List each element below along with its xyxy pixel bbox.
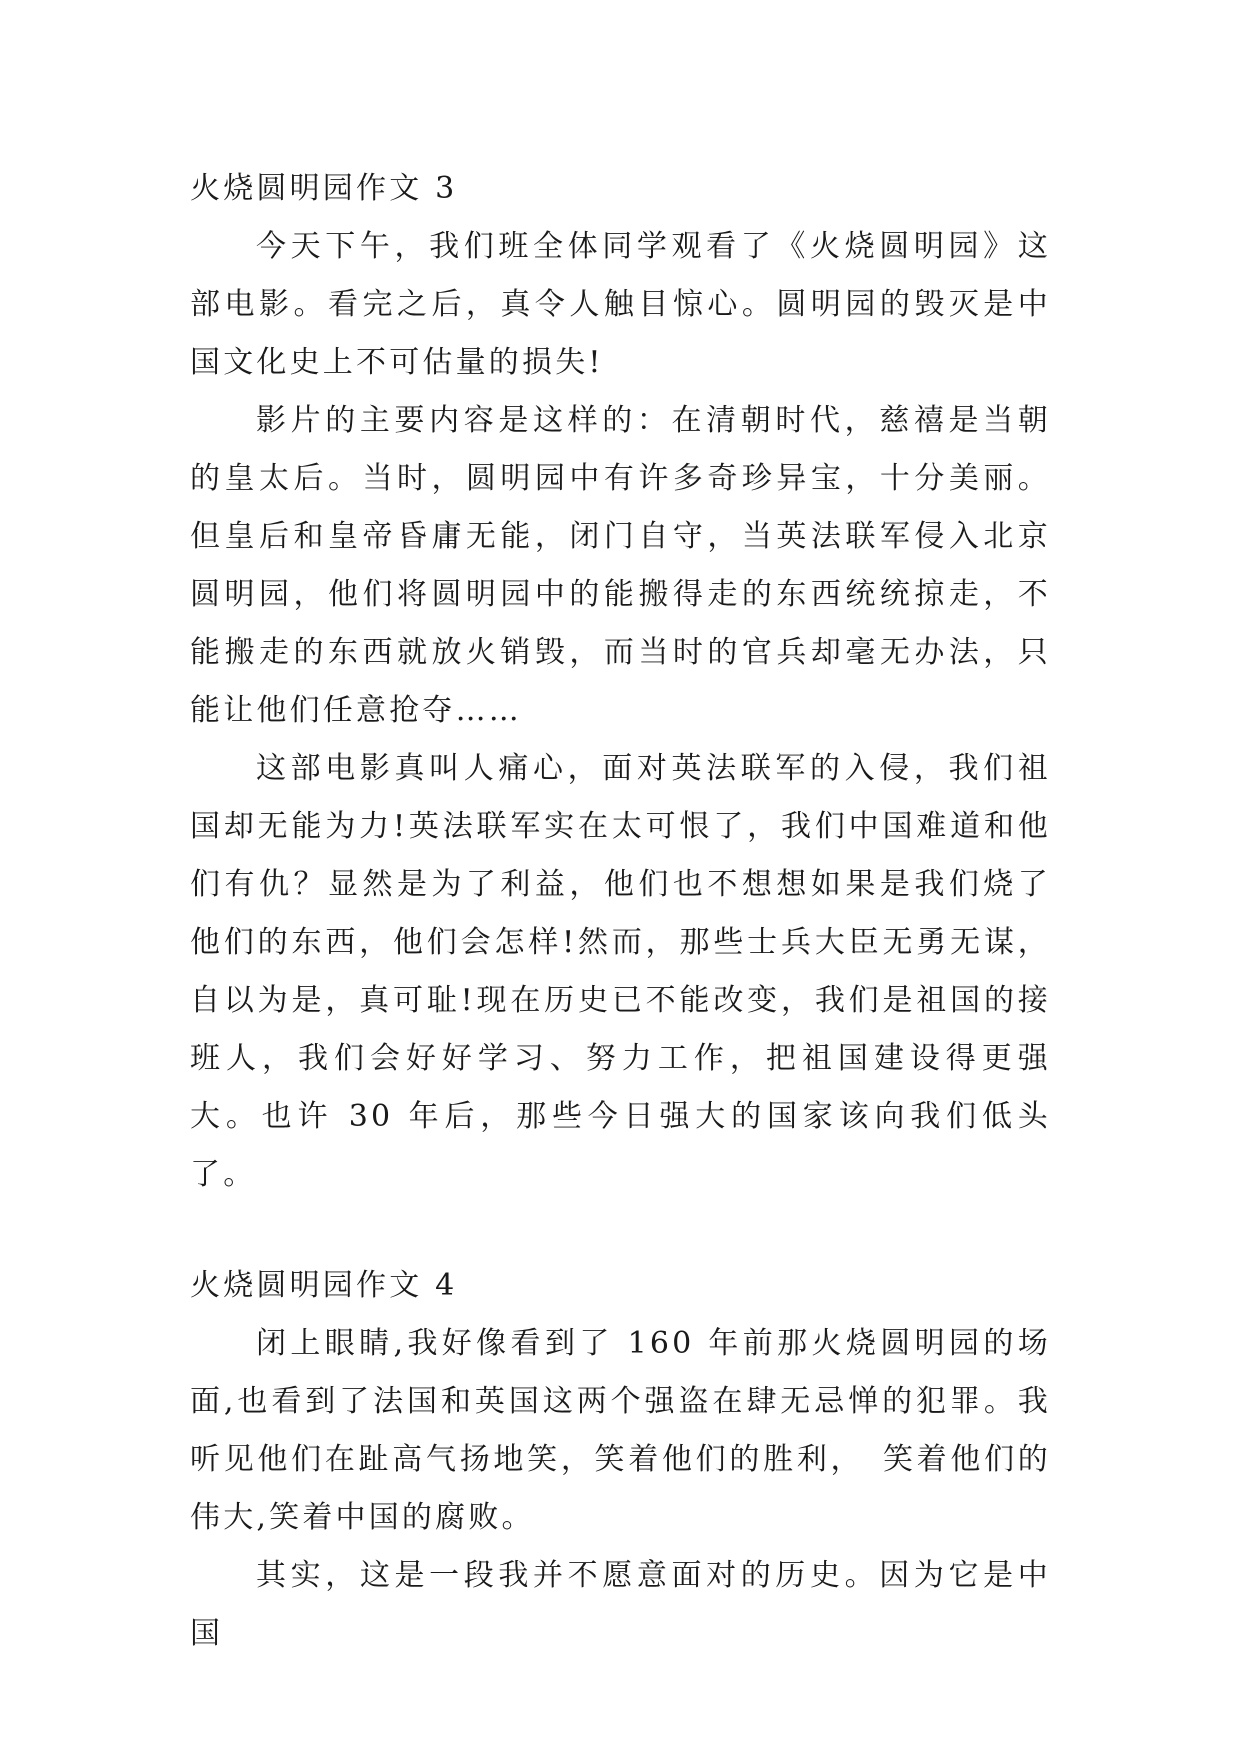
essay-title: 火烧圆明园作文 3 [190,171,458,206]
essay-paragraph: 这部电影真叫人痛心，面对英法联军的入侵，我们祖国却无能为力!英法联军实在太可恨了，我们中国难道和他们有仇？显然是为了利益，他们也不想想如果是我们烧了他们的东西，他们会怎样!然而，那些士兵大臣无勇无谋，自以为是，真可耻!现在历史已不能改变，我们是祖国的接班人，我们会好好学习、努力工作，把祖国建设得更强大。也许 30 年后，那些今日强大的国家该向我们低头了。 [190,751,1051,1192]
essay-paragraph: 今天下午，我们班全体同学观看了《火烧圆明园》这部电影。看完之后，真令人触目惊心。圆明园的毁灭是中国文化史上不可估量的损失! [190,229,1051,380]
essay-paragraph: 闭上眼睛,我好像看到了 160 年前那火烧圆明园的场面,也看到了法国和英国这两个强盗在肆无忌惮的犯罪。我听见他们在趾高气扬地笑，笑着他们的胜利， 笑着他们的伟大,笑着中国的腐败。 [190,1326,1051,1535]
essay-paragraph: 影片的主要内容是这样的：在清朝时代，慈禧是当朝的皇太后。当时，圆明园中有许多奇珍异宝，十分美丽。但皇后和皇帝昏庸无能，闭门自守，当英法联军侵入北京圆明园，他们将圆明园中的能搬得走的东西统统掠走，不能搬走的东西就放火销毁，而当时的官兵却毫无办法，只能让他们任意抢夺…… [190,403,1051,728]
document-body [190,160,1051,1663]
essay-paragraph: 其实，这是一段我并不愿意面对的历史。因为它是中国 [190,1558,1051,1651]
essay-section-3 [190,160,1051,1204]
section-spacer [190,1204,1051,1257]
essay-section-4 [190,1257,1051,1663]
essay-title: 火烧圆明园作文 4 [190,1268,458,1303]
